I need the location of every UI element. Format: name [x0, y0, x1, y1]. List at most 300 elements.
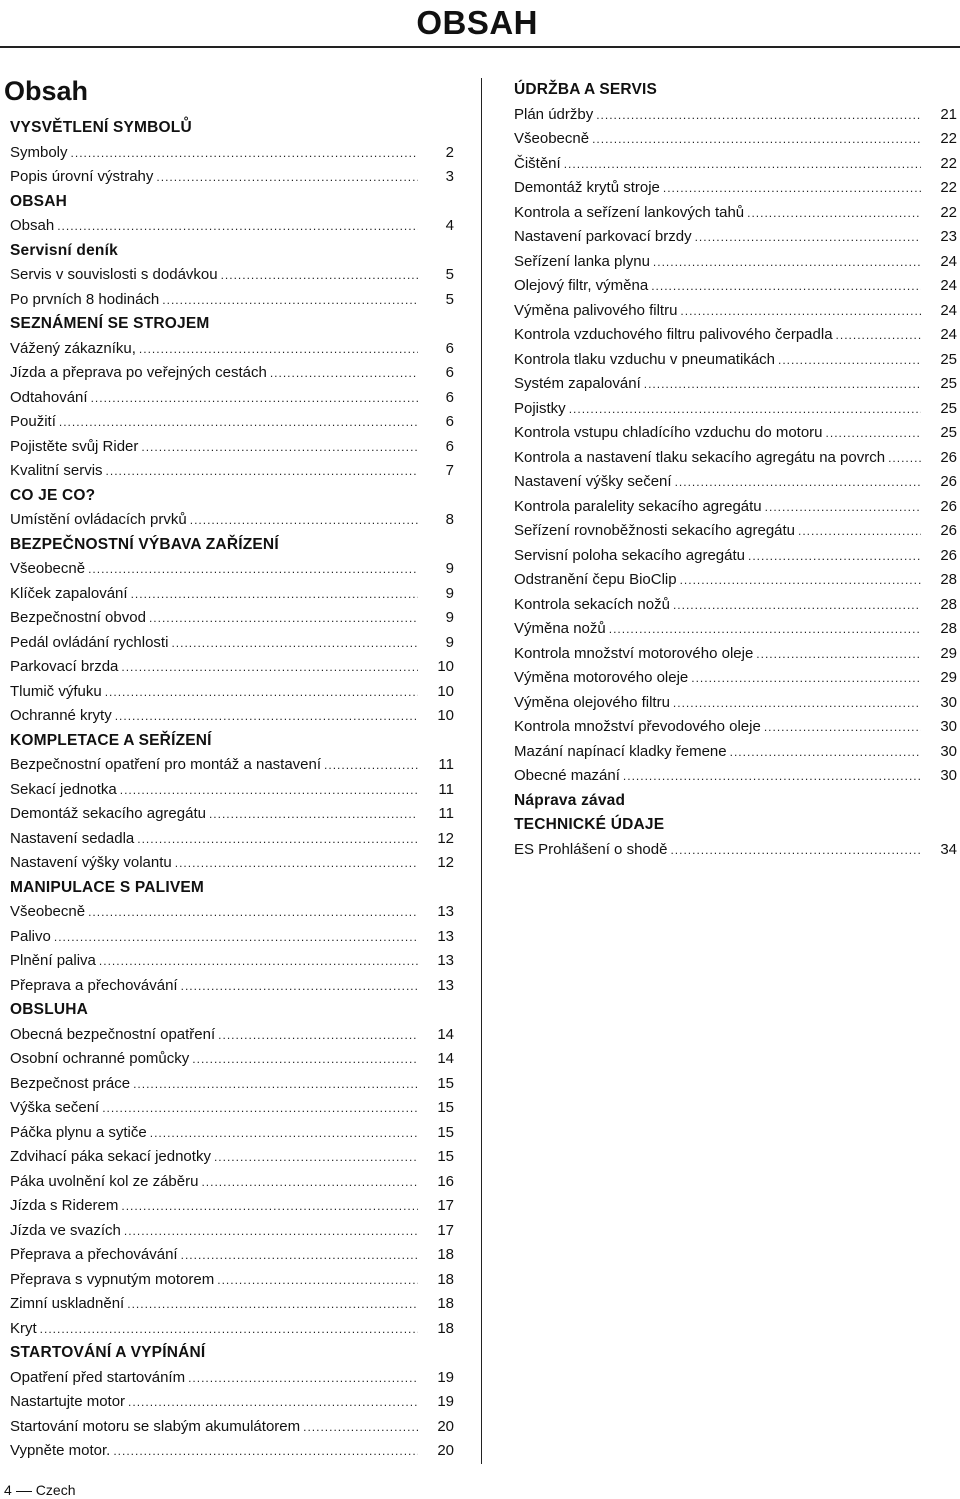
toc-dot-leader	[127, 1292, 418, 1317]
toc-entry[interactable]	[514, 544, 957, 569]
toc-section-heading: OBSLUHA	[10, 1001, 89, 1018]
toc-dot-leader	[623, 764, 921, 789]
toc-entry[interactable]	[10, 214, 454, 239]
toc-dot-leader	[270, 361, 418, 386]
toc-entry-page: 22	[940, 203, 957, 221]
toc-entry-page: 8	[445, 511, 454, 528]
toc-dot-leader	[673, 593, 921, 618]
toc-entry-label: Jízda s Riderem	[10, 1197, 119, 1214]
toc-dot-leader	[88, 557, 418, 582]
toc-entry-page: 15	[437, 1123, 454, 1141]
toc-dot-leader	[778, 348, 921, 373]
toc-entry-label: Odstranění čepu BioClip	[514, 571, 677, 588]
header-title: OBSAH	[416, 4, 538, 41]
toc-entry-label: Palivo	[10, 927, 51, 945]
toc-entry-page: 15	[437, 1099, 454, 1116]
toc-entry-page: 12	[437, 829, 454, 847]
toc-entry-page: 25	[940, 424, 957, 441]
toc-dot-leader	[121, 655, 418, 680]
toc-dot-leader	[221, 263, 418, 288]
toc-entry-page: 18	[437, 1319, 454, 1337]
toc-entry[interactable]	[10, 1072, 454, 1097]
toc-dot-leader	[826, 421, 921, 446]
toc-dot-leader	[748, 544, 921, 569]
toc-dot-leader	[71, 141, 418, 166]
toc-entry-page: 22	[940, 154, 957, 172]
toc-entry-label: Nastavení výšky volantu	[10, 854, 172, 871]
toc-entry-label: Bezpečnost práce	[10, 1074, 131, 1092]
toc-entry-page: 9	[445, 584, 454, 602]
toc-entry[interactable]	[10, 949, 454, 974]
toc-entry[interactable]	[514, 642, 957, 667]
toc-entry[interactable]	[514, 519, 957, 544]
toc-section-heading: STARTOVÁNÍ A VYPÍNÁNÍ	[10, 1344, 206, 1361]
toc-entry-label: Klíček zapalování	[10, 584, 128, 602]
toc-right-column	[514, 78, 957, 862]
toc-entry[interactable]	[10, 288, 454, 313]
toc-dot-leader	[888, 446, 921, 471]
toc-entry[interactable]	[514, 593, 957, 618]
toc-entry-page: 34	[940, 840, 957, 858]
toc-entry[interactable]	[10, 1219, 454, 1244]
toc-dot-leader	[691, 666, 921, 691]
toc-dot-leader	[651, 274, 921, 299]
toc-entry-label: Výměna palivového filtru	[514, 301, 678, 319]
toc-entry[interactable]	[10, 1439, 454, 1464]
toc-dot-leader	[156, 165, 418, 190]
toc-dot-leader	[214, 1145, 418, 1170]
toc-dot-leader	[564, 152, 921, 177]
toc-entry-page: 19	[437, 1368, 454, 1386]
toc-entry[interactable]	[10, 1268, 454, 1293]
toc-entry-page: 19	[437, 1393, 454, 1410]
toc-left-column	[10, 116, 454, 1464]
toc-entry-page: 6	[445, 437, 454, 455]
toc-entry-label: Popis úrovní výstrahy	[10, 168, 154, 185]
toc-entry-page: 26	[940, 546, 957, 564]
toc-dot-leader	[133, 1072, 418, 1097]
toc-dot-leader	[675, 470, 921, 495]
toc-entry-label: Všeobecně	[10, 560, 86, 577]
toc-entry-label: Kontrola a seřízení lankových tahů	[514, 203, 745, 221]
toc-dot-leader	[569, 397, 921, 422]
toc-entry[interactable]	[514, 495, 957, 520]
toc-entry-page: 20	[437, 1442, 454, 1459]
toc-entry[interactable]	[514, 299, 957, 324]
toc-entry-label: Bezpečnostní obvod	[10, 609, 146, 626]
toc-entry[interactable]	[514, 421, 957, 446]
toc-entry-label: Obecné mazání	[514, 767, 620, 784]
toc-entry-label: Vážený zákazníku,	[10, 339, 136, 357]
toc-entry[interactable]	[10, 1317, 454, 1342]
toc-dot-leader	[670, 838, 921, 863]
toc-dot-leader	[836, 323, 921, 348]
toc-entry-page: 29	[940, 669, 957, 686]
toc-dot-leader	[124, 1219, 418, 1244]
footer-language: Czech	[35, 1482, 76, 1498]
toc-entry-page: 13	[437, 952, 454, 969]
toc-entry-label: Kontrola vstupu chladícího vzduchu do motoru	[514, 424, 823, 441]
toc-dot-leader	[175, 851, 418, 876]
toc-entry-page: 30	[940, 693, 957, 711]
toc-entry[interactable]	[10, 557, 454, 582]
toc-dot-leader	[190, 508, 418, 533]
toc-entry-page: 25	[940, 399, 957, 417]
toc-section-heading: Náprava závad	[514, 791, 626, 809]
toc-entry[interactable]	[10, 1096, 454, 1121]
toc-entry-label: Pojistěte svůj Rider	[10, 437, 139, 455]
column-divider	[481, 78, 482, 1464]
toc-entry[interactable]	[514, 152, 957, 177]
toc-entry[interactable]	[10, 925, 454, 950]
toc-entry[interactable]	[10, 1292, 454, 1317]
toc-entry-label: Přeprava s vypnutým motorem	[10, 1270, 215, 1288]
page-header	[0, 0, 960, 46]
toc-entry-page: 18	[437, 1246, 454, 1263]
toc-entry-page: 28	[940, 571, 957, 588]
toc-section-heading: KOMPLETACE A SEŘÍZENÍ	[10, 731, 212, 749]
toc-entry-label: Zimní uskladnění	[10, 1295, 125, 1312]
toc-entry-label: Výška sečení	[10, 1099, 100, 1116]
toc-entry[interactable]	[10, 753, 454, 778]
toc-section-heading: MANIPULACE S PALIVEM	[10, 878, 205, 896]
toc-dot-leader	[121, 1194, 418, 1219]
toc-entry-label: Seřízení rovnoběžnosti sekacího agregátu	[514, 522, 796, 539]
toc-entry-page: 9	[445, 633, 454, 651]
toc-entry[interactable]	[10, 582, 454, 607]
toc-entry[interactable]	[10, 778, 454, 803]
toc-entry-page: 24	[940, 252, 957, 270]
toc-section-heading: VYSVĚTLENÍ SYMBOLŮ	[10, 119, 192, 136]
toc-entry[interactable]	[514, 323, 957, 348]
toc-entry-label: Opatření před startováním	[10, 1368, 186, 1386]
toc-entry-label: Symboly	[10, 143, 68, 161]
toc-entry-page: 10	[437, 658, 454, 675]
toc-entry-page: 22	[940, 179, 957, 196]
toc-entry-page: 14	[437, 1025, 454, 1043]
toc-entry[interactable]	[10, 361, 454, 386]
toc-entry-label: Páčka plynu a sytiče	[10, 1123, 147, 1141]
toc-entry[interactable]	[514, 568, 957, 593]
toc-dot-leader	[303, 1415, 418, 1440]
toc-dot-leader	[181, 1243, 418, 1268]
toc-entry[interactable]	[514, 250, 957, 275]
toc-entry[interactable]	[10, 1415, 454, 1440]
toc-entry-page: 18	[437, 1295, 454, 1312]
toc-entry-label: Kontrola množství motorového oleje	[514, 644, 754, 662]
toc-dot-leader	[644, 372, 921, 397]
toc-entry-label: Jízda ve svazích	[10, 1221, 121, 1239]
toc-entry-label: Kontrola paralelity sekacího agregátu	[514, 497, 762, 515]
toc-entry[interactable]	[514, 691, 957, 716]
toc-entry[interactable]	[10, 851, 454, 876]
toc-entry-label: Nastavení parkovací brzdy	[514, 228, 692, 245]
toc-entry-page: 7	[445, 462, 454, 479]
toc-entry-page: 26	[940, 522, 957, 539]
toc-entry-label: Použití	[10, 413, 56, 430]
toc-entry-page: 9	[445, 609, 454, 626]
toc-entry[interactable]	[10, 141, 454, 166]
toc-dot-leader	[141, 435, 418, 460]
toc-dot-leader	[128, 1390, 418, 1415]
toc-entry-page: 29	[940, 644, 957, 662]
toc-entry-label: Čištění	[514, 154, 561, 172]
toc-entry-page: 22	[940, 130, 957, 147]
toc-section-heading: ÚDRŽBA A SERVIS	[514, 81, 658, 98]
toc-entry-page: 26	[940, 473, 957, 490]
toc-entry[interactable]	[10, 1121, 454, 1146]
toc-dot-leader	[218, 1023, 418, 1048]
toc-entry[interactable]	[10, 704, 454, 729]
toc-entry-page: 13	[437, 927, 454, 945]
toc-entry[interactable]	[10, 508, 454, 533]
toc-entry[interactable]	[514, 225, 957, 250]
toc-entry-label: Kontrola tlaku vzduchu v pneumatikách	[514, 350, 775, 368]
toc-entry[interactable]	[10, 386, 454, 411]
toc-entry-label: Výměna motorového oleje	[514, 669, 689, 686]
toc-entry-page: 20	[437, 1417, 454, 1435]
toc-entry-label: Kvalitní servis	[10, 462, 103, 479]
toc-entry-page: 6	[445, 364, 454, 381]
toc-entry-label: Výměna nožů	[514, 620, 606, 637]
toc-entry[interactable]	[10, 900, 454, 925]
toc-entry[interactable]	[514, 715, 957, 740]
toc-dot-leader	[596, 103, 921, 128]
toc-dot-leader	[609, 617, 921, 642]
toc-entry-label: Odtahování	[10, 388, 88, 406]
toc-entry-label: Jízda a přeprava po veřejných cestách	[10, 364, 267, 381]
toc-entry-label: Obsah	[10, 217, 55, 234]
toc-entry[interactable]	[514, 372, 957, 397]
toc-entry[interactable]	[10, 1390, 454, 1415]
toc-dot-leader	[181, 974, 418, 999]
toc-entry-label: Pedál ovládání rychlosti	[10, 633, 169, 651]
toc-entry-page: 30	[940, 718, 957, 735]
toc-entry[interactable]	[514, 446, 957, 471]
toc-entry-page: 4	[445, 217, 454, 234]
toc-entry[interactable]	[10, 827, 454, 852]
toc-entry-label: Startování motoru se slabým akumulátorem	[10, 1417, 301, 1435]
toc-dot-leader	[188, 1366, 418, 1391]
toc-entry-page: 17	[437, 1221, 454, 1239]
toc-entry-label: Kontrola vzduchového filtru palivového čerpadla	[514, 326, 833, 343]
toc-entry-page: 5	[445, 290, 454, 308]
toc-entry[interactable]	[514, 274, 957, 299]
toc-entry-page: 6	[445, 413, 454, 430]
toc-entry-label: Kontrola a nastavení tlaku sekacího agregátu na povrch	[514, 448, 886, 466]
toc-entry-page: 3	[445, 168, 454, 185]
toc-entry[interactable]	[10, 1023, 454, 1048]
toc-dot-leader	[192, 1047, 418, 1072]
toc-entry-label: Osobní ochranné pomůcky	[10, 1050, 190, 1067]
toc-entry[interactable]	[10, 263, 454, 288]
toc-entry-page: 16	[437, 1172, 454, 1190]
toc-entry-page: 28	[940, 595, 957, 613]
toc-entry-label: Olejový filtr, výměna	[514, 277, 649, 294]
toc-dot-leader	[798, 519, 921, 544]
toc-entry-label: Umístění ovládacích prvků	[10, 511, 187, 528]
toc-entry[interactable]	[10, 337, 454, 362]
toc-entry[interactable]	[10, 974, 454, 999]
toc-entry-label: Seřízení lanka plynu	[514, 252, 650, 270]
toc-entry[interactable]	[10, 802, 454, 827]
toc-entry[interactable]	[10, 1047, 454, 1072]
toc-entry[interactable]	[514, 764, 957, 789]
toc-dot-leader	[88, 900, 418, 925]
toc-dot-leader	[680, 568, 921, 593]
toc-dot-leader	[171, 631, 418, 656]
toc-section-heading: Servisní deník	[10, 241, 118, 259]
toc-entry-label: Servis v souvislosti s dodávkou	[10, 266, 218, 283]
toc-entry-page: 5	[445, 266, 454, 283]
toc-entry-label: Po prvních 8 hodinách	[10, 290, 160, 308]
toc-entry-label: Plnění paliva	[10, 952, 96, 969]
toc-entry-label: Parkovací brzda	[10, 658, 119, 675]
toc-entry[interactable]	[514, 103, 957, 128]
toc-entry-page: 17	[437, 1197, 454, 1214]
toc-entry[interactable]	[514, 617, 957, 642]
toc-entry-page: 13	[437, 976, 454, 994]
toc-entry[interactable]	[10, 1366, 454, 1391]
footer-dash	[16, 1491, 32, 1492]
toc-entry-label: Systém zapalování	[514, 375, 641, 392]
toc-entry-label: Nastavení sedadla	[10, 829, 135, 847]
toc-entry[interactable]	[10, 165, 454, 190]
toc-entry[interactable]	[10, 1145, 454, 1170]
toc-dot-leader	[673, 691, 921, 716]
toc-entry-label: Zdvihací páka sekací jednotky	[10, 1148, 211, 1165]
toc-dot-leader	[663, 176, 921, 201]
toc-entry[interactable]	[10, 680, 454, 705]
toc-dot-leader	[209, 802, 418, 827]
toc-entry-page: 13	[437, 903, 454, 920]
toc-dot-leader	[40, 1317, 418, 1342]
toc-entry-label: ES Prohlášení o shodě	[514, 840, 668, 858]
toc-entry-label: Páka uvolnění kol ze záběru	[10, 1172, 199, 1190]
toc-entry-page: 26	[940, 497, 957, 515]
toc-entry-label: Pojistky	[514, 399, 566, 417]
toc-entry[interactable]	[514, 127, 957, 152]
toc-dot-leader	[91, 386, 418, 411]
toc-dot-leader	[54, 925, 418, 950]
toc-entry-label: Přeprava a přechovávání	[10, 976, 178, 994]
toc-entry[interactable]	[10, 1243, 454, 1268]
toc-entry-page: 30	[940, 767, 957, 784]
toc-entry-page: 18	[437, 1270, 454, 1288]
toc-entry[interactable]	[514, 348, 957, 373]
toc-entry-page: 24	[940, 277, 957, 294]
toc-entry-label: Plán údržby	[514, 105, 594, 123]
toc-entry-page: 11	[438, 780, 454, 798]
toc-entry[interactable]	[10, 631, 454, 656]
toc-entry[interactable]	[514, 397, 957, 422]
toc-entry-page: 30	[940, 742, 957, 760]
toc-dot-leader	[59, 410, 418, 435]
toc-dot-leader	[120, 778, 418, 803]
toc-dot-leader	[201, 1170, 418, 1195]
toc-entry-label: Kontrola množství převodového oleje	[514, 718, 761, 735]
toc-dot-leader	[150, 1121, 418, 1146]
toc-entry[interactable]	[514, 838, 957, 863]
toc-dot-leader	[592, 127, 921, 152]
toc-dot-leader	[324, 753, 418, 778]
toc-entry[interactable]	[514, 740, 957, 765]
toc-entry-page: 6	[445, 388, 454, 406]
toc-dot-leader	[756, 642, 921, 667]
toc-entry-page: 26	[940, 448, 957, 466]
toc-dot-leader	[131, 582, 418, 607]
page-heading: Obsah	[4, 76, 89, 106]
footer-page-number: 4	[4, 1482, 12, 1498]
toc-dot-leader	[162, 288, 418, 313]
toc-entry[interactable]	[514, 470, 957, 495]
toc-dot-leader	[680, 299, 921, 324]
toc-entry[interactable]	[514, 176, 957, 201]
toc-entry-label: Nastartujte motor	[10, 1393, 126, 1410]
toc-entry[interactable]	[10, 655, 454, 680]
toc-entry-page: 10	[437, 707, 454, 724]
toc-entry-page: 6	[445, 339, 454, 357]
toc-dot-leader	[102, 1096, 418, 1121]
toc-dot-leader	[653, 250, 921, 275]
toc-entry[interactable]	[10, 606, 454, 631]
toc-entry-page: 28	[940, 620, 957, 637]
toc-entry-label: Všeobecně	[10, 903, 86, 920]
toc-entry-page: 23	[940, 228, 957, 245]
toc-entry-label: Demontáž sekacího agregátu	[10, 805, 206, 822]
toc-entry[interactable]	[10, 1194, 454, 1219]
toc-section-heading: BEZPEČNOSTNÍ VÝBAVA ZAŘÍZENÍ	[10, 535, 279, 553]
toc-entry-page: 24	[940, 301, 957, 319]
toc-entry[interactable]	[10, 1170, 454, 1195]
toc-entry-page: 11	[438, 756, 454, 773]
toc-entry-label: Kryt	[10, 1319, 37, 1337]
toc-entry-label: Bezpečnostní opatření pro montáž a nastavení	[10, 756, 322, 773]
toc-dot-leader	[695, 225, 921, 250]
toc-entry-label: Sekací jednotka	[10, 780, 117, 798]
toc-entry-page: 24	[940, 326, 957, 343]
toc-dot-leader	[115, 704, 418, 729]
toc-entry-page: 10	[437, 682, 454, 700]
page-footer	[4, 1482, 75, 1498]
toc-entry[interactable]	[514, 666, 957, 691]
toc-entry-label: Ochranné kryty	[10, 707, 112, 724]
toc-section-heading: TECHNICKÉ ÚDAJE	[514, 816, 665, 833]
toc-dot-leader	[106, 459, 418, 484]
toc-section-heading: SEZNÁMENÍ SE STROJEM	[10, 315, 210, 332]
toc-entry-label: Všeobecně	[514, 130, 590, 147]
toc-dot-leader	[139, 337, 418, 362]
toc-entry-label: Kontrola sekacích nožů	[514, 595, 670, 613]
toc-entry-page: 25	[940, 350, 957, 368]
toc-entry-page: 15	[437, 1074, 454, 1092]
toc-entry-label: Tlumič výfuku	[10, 682, 102, 700]
toc-entry-label: Servisní poloha sekacího agregátu	[514, 546, 745, 564]
toc-entry[interactable]	[10, 435, 454, 460]
toc-entry-label: Nastavení výšky sečení	[514, 473, 672, 490]
toc-dot-leader	[113, 1439, 418, 1464]
toc-entry-page: 12	[437, 854, 454, 871]
toc-entry-page: 21	[940, 105, 957, 123]
toc-entry-page: 14	[437, 1050, 454, 1067]
toc-dot-leader	[764, 715, 921, 740]
toc-entry[interactable]	[514, 201, 957, 226]
toc-dot-leader	[149, 606, 418, 631]
toc-entry[interactable]	[10, 459, 454, 484]
toc-entry-page: 11	[438, 805, 454, 822]
toc-entry-label: Obecná bezpečnostní opatření	[10, 1025, 216, 1043]
toc-entry[interactable]	[10, 410, 454, 435]
